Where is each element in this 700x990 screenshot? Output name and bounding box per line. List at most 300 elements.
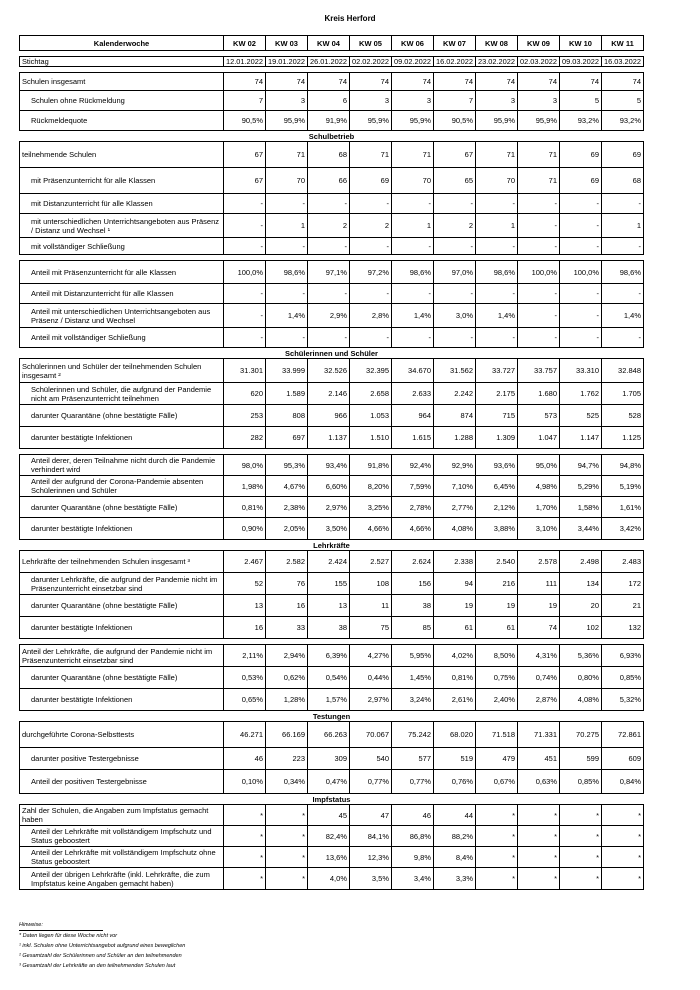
- value-cell: 451: [518, 748, 560, 770]
- value-cell: 1,4%: [602, 304, 644, 328]
- value-cell: 74: [518, 73, 560, 91]
- value-cell: 46: [392, 805, 434, 826]
- value-cell: 2: [434, 214, 476, 238]
- value-cell: 1,4%: [392, 304, 434, 328]
- value-cell: 2,78%: [392, 497, 434, 518]
- value-cell: 540: [350, 748, 392, 770]
- value-cell: 3: [518, 91, 560, 111]
- table-row: [20, 645, 644, 667]
- value-cell: 0,80%: [560, 667, 602, 689]
- value-cell: 3: [476, 91, 518, 111]
- week-header-cell: KW 10: [560, 36, 602, 51]
- value-cell: 13,6%: [308, 847, 350, 868]
- value-cell: 4,66%: [392, 518, 434, 540]
- section-title: Schulbetrieb: [308, 131, 355, 141]
- table-row: [20, 328, 644, 348]
- value-cell: -: [518, 214, 560, 238]
- value-cell: 74: [266, 73, 308, 91]
- value-cell: 282: [224, 427, 266, 449]
- row-label: mit Präsenzunterricht für alle Klassen: [20, 168, 224, 194]
- value-cell: *: [224, 847, 266, 868]
- value-cell: 0,47%: [308, 770, 350, 794]
- value-cell: -: [518, 238, 560, 255]
- value-cell: -: [392, 238, 434, 255]
- value-cell: 74: [434, 73, 476, 91]
- value-cell: 4,02%: [434, 645, 476, 667]
- value-cell: -: [560, 194, 602, 214]
- value-cell: 75: [350, 617, 392, 639]
- value-cell: 4,31%: [518, 645, 560, 667]
- value-cell: 5,32%: [602, 689, 644, 711]
- value-cell: 66: [308, 168, 350, 194]
- row-label: Lehrkräfte der teilnehmenden Schulen insgesamt ³: [20, 551, 224, 573]
- value-cell: 21: [602, 595, 644, 617]
- value-cell: 1.510: [350, 427, 392, 449]
- value-cell: *: [518, 847, 560, 868]
- value-cell: 966: [308, 405, 350, 427]
- value-cell: 1,58%: [560, 497, 602, 518]
- value-cell: 525: [560, 405, 602, 427]
- value-cell: 100,0%: [560, 261, 602, 284]
- value-cell: 100,0%: [224, 261, 266, 284]
- value-cell: 6,93%: [602, 645, 644, 667]
- value-cell: 156: [392, 573, 434, 595]
- table-row: [20, 573, 644, 595]
- footnote-line: ³ Gesamtzahl der Lehrkräfte an den teilnehmenden Schulen laut: [19, 963, 176, 969]
- value-cell: 1.053: [350, 405, 392, 427]
- value-cell: -: [434, 284, 476, 304]
- value-cell: -: [476, 328, 518, 348]
- value-cell: 93,2%: [560, 111, 602, 131]
- value-cell: 2.578: [518, 551, 560, 573]
- value-cell: 2,8%: [350, 304, 392, 328]
- value-cell: *: [518, 826, 560, 847]
- value-cell: *: [602, 805, 644, 826]
- value-cell: 0,77%: [392, 770, 434, 794]
- value-cell: 0,54%: [308, 667, 350, 689]
- value-cell: 4,08%: [434, 518, 476, 540]
- value-cell: 577: [392, 748, 434, 770]
- value-cell: 93,6%: [476, 455, 518, 476]
- value-cell: 74: [476, 73, 518, 91]
- value-cell: 38: [392, 595, 434, 617]
- value-cell: 3,3%: [434, 868, 476, 890]
- value-cell: 5,19%: [602, 476, 644, 497]
- value-cell: 16: [266, 595, 308, 617]
- table-row: [20, 261, 644, 284]
- value-cell: *: [476, 868, 518, 890]
- value-cell: 2.582: [266, 551, 308, 573]
- value-cell: -: [560, 304, 602, 328]
- value-cell: 16: [224, 617, 266, 639]
- value-cell: 1.288: [434, 427, 476, 449]
- value-cell: 69: [602, 142, 644, 168]
- value-cell: 13: [224, 595, 266, 617]
- value-cell: *: [266, 868, 308, 890]
- table-row: [20, 689, 644, 711]
- row-label: Anteil mit unterschiedlichen Unterrichtsangeboten aus Präsenz / Distanz und Wechsel: [20, 304, 224, 328]
- table-row: [20, 826, 644, 847]
- value-cell: 1.762: [560, 383, 602, 405]
- footnotes-heading: Hinweise:: [19, 920, 103, 931]
- row-label: Zahl der Schulen, die Angaben zum Impfstatus gemacht haben: [20, 805, 224, 826]
- row-label: darunter Quarantäne (ohne bestätigte Fälle): [20, 497, 224, 518]
- value-cell: 33: [266, 617, 308, 639]
- table-row: [20, 455, 644, 476]
- value-cell: *: [266, 826, 308, 847]
- value-cell: 74: [392, 73, 434, 91]
- row-label: Anteil der übrigen Lehrkräfte (inkl. Lehrkräfte, die zum Impfstatus keine Angaben gemacht haben): [20, 868, 224, 890]
- value-cell: 2,97%: [308, 497, 350, 518]
- value-cell: 33.310: [560, 359, 602, 383]
- value-cell: -: [224, 284, 266, 304]
- value-cell: 0,74%: [518, 667, 560, 689]
- value-cell: 0,62%: [266, 667, 308, 689]
- row-label: darunter positive Testergebnisse: [20, 748, 224, 770]
- value-cell: -: [350, 284, 392, 304]
- value-cell: -: [266, 328, 308, 348]
- value-cell: 172: [602, 573, 644, 595]
- week-header-cell: KW 06: [392, 36, 434, 51]
- section-header-row: [20, 348, 644, 359]
- table-row: [20, 722, 644, 748]
- value-cell: 2,97%: [350, 689, 392, 711]
- value-cell: *: [224, 826, 266, 847]
- value-cell: 91,9%: [308, 111, 350, 131]
- value-cell: 808: [266, 405, 308, 427]
- value-cell: 100,0%: [518, 261, 560, 284]
- value-cell: 95,9%: [476, 111, 518, 131]
- value-cell: 1,4%: [266, 304, 308, 328]
- value-cell: 69: [560, 168, 602, 194]
- value-cell: 964: [392, 405, 434, 427]
- row-label: darunter bestätigte Infektionen: [20, 689, 224, 711]
- value-cell: 88,2%: [434, 826, 476, 847]
- value-cell: 2.467: [224, 551, 266, 573]
- value-cell: 2,61%: [434, 689, 476, 711]
- value-cell: 479: [476, 748, 518, 770]
- value-cell: 12,3%: [350, 847, 392, 868]
- value-cell: -: [476, 284, 518, 304]
- value-cell: 5: [602, 91, 644, 111]
- stichtag-date: 09.03.2022: [560, 57, 602, 67]
- week-header-cell: KW 11: [602, 36, 644, 51]
- table-row: [20, 168, 644, 194]
- table-row: [20, 551, 644, 573]
- value-cell: 0,90%: [224, 518, 266, 540]
- row-label: darunter Quarantäne (ohne bestätigte Fälle): [20, 405, 224, 427]
- value-cell: -: [560, 214, 602, 238]
- table-row: [20, 214, 644, 238]
- page-title: Kreis Herford: [324, 14, 376, 23]
- value-cell: 0,84%: [602, 770, 644, 794]
- value-cell: *: [518, 805, 560, 826]
- table-row: [20, 667, 644, 689]
- value-cell: 71: [350, 142, 392, 168]
- row-label: teilnehmende Schulen: [20, 142, 224, 168]
- value-cell: 573: [518, 405, 560, 427]
- value-cell: 8,4%: [434, 847, 476, 868]
- value-cell: *: [560, 868, 602, 890]
- value-cell: 68: [602, 168, 644, 194]
- value-cell: 33.727: [476, 359, 518, 383]
- value-cell: 253: [224, 405, 266, 427]
- value-cell: 3,10%: [518, 518, 560, 540]
- value-cell: 1,4%: [476, 304, 518, 328]
- value-cell: 3: [392, 91, 434, 111]
- row-label: Schulen insgesamt: [20, 73, 224, 91]
- table-row: [20, 359, 644, 383]
- value-cell: *: [602, 847, 644, 868]
- value-cell: 33.757: [518, 359, 560, 383]
- value-cell: 1.147: [560, 427, 602, 449]
- value-cell: 1,98%: [224, 476, 266, 497]
- value-cell: *: [560, 847, 602, 868]
- value-cell: 74: [224, 73, 266, 91]
- value-cell: 71: [392, 142, 434, 168]
- value-cell: 3,4%: [392, 868, 434, 890]
- value-cell: 98,6%: [266, 261, 308, 284]
- value-cell: 31.301: [224, 359, 266, 383]
- table-row: [20, 595, 644, 617]
- section-title: Testungen: [312, 711, 351, 721]
- value-cell: -: [560, 284, 602, 304]
- value-cell: 2,87%: [518, 689, 560, 711]
- value-cell: 98,0%: [224, 455, 266, 476]
- value-cell: 85: [392, 617, 434, 639]
- value-cell: -: [518, 328, 560, 348]
- value-cell: 71.518: [476, 722, 518, 748]
- value-cell: 70.067: [350, 722, 392, 748]
- table-row: [20, 304, 644, 328]
- value-cell: 3,0%: [434, 304, 476, 328]
- week-header-cell: KW 04: [308, 36, 350, 51]
- footnote-line: ² Gesamtzahl der Schülerinnen und Schüler an den teilnehmenden: [19, 953, 182, 959]
- row-label: mit Distanzunterricht für alle Klassen: [20, 194, 224, 214]
- row-label: Schülerinnen und Schüler der teilnehmenden Schulen insgesamt ²: [20, 359, 224, 383]
- value-cell: 3,25%: [350, 497, 392, 518]
- value-cell: 45: [308, 805, 350, 826]
- value-cell: 32.526: [308, 359, 350, 383]
- value-cell: 528: [602, 405, 644, 427]
- value-cell: 93,4%: [308, 455, 350, 476]
- row-label: Anteil der positiven Testergebnisse: [20, 770, 224, 794]
- value-cell: *: [266, 805, 308, 826]
- value-cell: 91,8%: [350, 455, 392, 476]
- row-label: darunter bestätigte Infektionen: [20, 617, 224, 639]
- value-cell: 2.527: [350, 551, 392, 573]
- table-row: [20, 847, 644, 868]
- value-cell: 7: [224, 91, 266, 111]
- value-cell: 102: [560, 617, 602, 639]
- value-cell: 75.242: [392, 722, 434, 748]
- value-cell: -: [308, 328, 350, 348]
- value-cell: 90,5%: [434, 111, 476, 131]
- value-cell: 46: [224, 748, 266, 770]
- value-cell: 2,12%: [476, 497, 518, 518]
- value-cell: 697: [266, 427, 308, 449]
- stichtag-date: 02.02.2022: [350, 57, 392, 67]
- value-cell: 1: [476, 214, 518, 238]
- value-cell: 19: [434, 595, 476, 617]
- value-cell: 1,61%: [602, 497, 644, 518]
- value-cell: -: [392, 284, 434, 304]
- section-header-row: [20, 540, 644, 551]
- value-cell: -: [350, 238, 392, 255]
- value-cell: 2.498: [560, 551, 602, 573]
- value-cell: 74: [560, 73, 602, 91]
- value-cell: *: [518, 868, 560, 890]
- value-cell: 95,9%: [518, 111, 560, 131]
- value-cell: 95,9%: [350, 111, 392, 131]
- table-row: [20, 805, 644, 826]
- value-cell: 98,6%: [476, 261, 518, 284]
- value-cell: 1: [602, 214, 644, 238]
- value-cell: 2,38%: [266, 497, 308, 518]
- value-cell: 1.309: [476, 427, 518, 449]
- value-cell: 1,45%: [392, 667, 434, 689]
- row-label: Rückmeldequote: [20, 111, 224, 131]
- value-cell: 2.175: [476, 383, 518, 405]
- table-row: [20, 73, 644, 91]
- value-cell: 4,27%: [350, 645, 392, 667]
- table-row: [20, 518, 644, 540]
- value-cell: 5,36%: [560, 645, 602, 667]
- row-label: Anteil der Lehrkräfte, die aufgrund der Pandemie nicht im Präsenzunterricht einsetzbar sind: [20, 645, 224, 667]
- value-cell: 92,4%: [392, 455, 434, 476]
- value-cell: 66.263: [308, 722, 350, 748]
- value-cell: 1,70%: [518, 497, 560, 518]
- value-cell: 3: [266, 91, 308, 111]
- value-cell: -: [434, 238, 476, 255]
- value-cell: -: [392, 194, 434, 214]
- section-title: Impfstatus: [312, 794, 351, 804]
- value-cell: 46.271: [224, 722, 266, 748]
- value-cell: *: [224, 868, 266, 890]
- value-cell: 1.137: [308, 427, 350, 449]
- value-cell: 34.670: [392, 359, 434, 383]
- row-label: Anteil der aufgrund der Corona-Pandemie absenten Schülerinnen und Schüler: [20, 476, 224, 497]
- value-cell: -: [224, 328, 266, 348]
- value-cell: 2.424: [308, 551, 350, 573]
- value-cell: *: [224, 805, 266, 826]
- value-cell: 2.483: [602, 551, 644, 573]
- table-row: [20, 142, 644, 168]
- value-cell: -: [350, 194, 392, 214]
- value-cell: 71: [518, 168, 560, 194]
- value-cell: 7,59%: [392, 476, 434, 497]
- value-cell: -: [266, 238, 308, 255]
- value-cell: 1: [392, 214, 434, 238]
- value-cell: 1.589: [266, 383, 308, 405]
- value-cell: 609: [602, 748, 644, 770]
- value-cell: -: [476, 194, 518, 214]
- value-cell: 71: [518, 142, 560, 168]
- section-title: Lehrkräfte: [313, 540, 350, 550]
- value-cell: 98,6%: [392, 261, 434, 284]
- value-cell: 2.146: [308, 383, 350, 405]
- value-cell: -: [560, 238, 602, 255]
- value-cell: -: [518, 284, 560, 304]
- stichtag-date: 09.02.2022: [392, 57, 434, 67]
- value-cell: 1.615: [392, 427, 434, 449]
- value-cell: 70: [476, 168, 518, 194]
- week-header-cell: KW 02: [224, 36, 266, 51]
- week-header-cell: KW 09: [518, 36, 560, 51]
- value-cell: 0,10%: [224, 770, 266, 794]
- value-cell: 5,95%: [392, 645, 434, 667]
- value-cell: 6,60%: [308, 476, 350, 497]
- value-cell: 3,42%: [602, 518, 644, 540]
- value-cell: -: [434, 194, 476, 214]
- value-cell: 66.169: [266, 722, 308, 748]
- value-cell: 71: [266, 142, 308, 168]
- table-row: [20, 238, 644, 255]
- value-cell: 0,53%: [224, 667, 266, 689]
- value-cell: -: [392, 328, 434, 348]
- value-cell: 84,1%: [350, 826, 392, 847]
- value-cell: 97,0%: [434, 261, 476, 284]
- value-cell: 20: [560, 595, 602, 617]
- value-cell: -: [308, 194, 350, 214]
- value-cell: -: [434, 328, 476, 348]
- footnotes: [19, 920, 185, 971]
- value-cell: 7,10%: [434, 476, 476, 497]
- value-cell: 223: [266, 748, 308, 770]
- value-cell: -: [224, 238, 266, 255]
- value-cell: -: [560, 328, 602, 348]
- value-cell: -: [308, 238, 350, 255]
- row-label: darunter Lehrkräfte, die aufgrund der Pandemie nicht im Präsenzunterricht einsetzbar sind: [20, 573, 224, 595]
- value-cell: 68.020: [434, 722, 476, 748]
- value-cell: *: [602, 826, 644, 847]
- value-cell: *: [560, 826, 602, 847]
- value-cell: 2.338: [434, 551, 476, 573]
- value-cell: 71.331: [518, 722, 560, 748]
- value-cell: 19: [476, 595, 518, 617]
- value-cell: -: [518, 304, 560, 328]
- value-cell: 0,81%: [224, 497, 266, 518]
- value-cell: 70: [266, 168, 308, 194]
- table-row: [20, 91, 644, 111]
- value-cell: 2.540: [476, 551, 518, 573]
- value-cell: 93,2%: [602, 111, 644, 131]
- value-cell: *: [560, 805, 602, 826]
- value-cell: 95,3%: [266, 455, 308, 476]
- footnote-line: ¹ inkl. Schulen ohne Unterrichtsangebot aufgrund eines beweglichen: [19, 943, 186, 949]
- value-cell: 309: [308, 748, 350, 770]
- value-cell: 6: [308, 91, 350, 111]
- row-label: darunter Quarantäne (ohne bestätigte Fälle): [20, 595, 224, 617]
- value-cell: 3,88%: [476, 518, 518, 540]
- value-cell: 4,08%: [560, 689, 602, 711]
- stichtag-date: 12.01.2022: [224, 57, 266, 67]
- section-header-row: [20, 131, 644, 142]
- value-cell: 6,45%: [476, 476, 518, 497]
- value-cell: 3,24%: [392, 689, 434, 711]
- row-label: Anteil mit Distanzunterricht für alle Klassen: [20, 284, 224, 304]
- row-label: darunter bestätigte Infektionen: [20, 518, 224, 540]
- value-cell: 0,85%: [560, 770, 602, 794]
- row-label: darunter bestätigte Infektionen: [20, 427, 224, 449]
- value-cell: 70: [392, 168, 434, 194]
- section-header-row: [20, 794, 644, 805]
- value-cell: 132: [602, 617, 644, 639]
- row-label: Schülerinnen und Schüler, die aufgrund der Pandemie nicht am Präsenzunterricht teilnehmen: [20, 383, 224, 405]
- value-cell: 2: [308, 214, 350, 238]
- value-cell: 69: [560, 142, 602, 168]
- value-cell: -: [266, 284, 308, 304]
